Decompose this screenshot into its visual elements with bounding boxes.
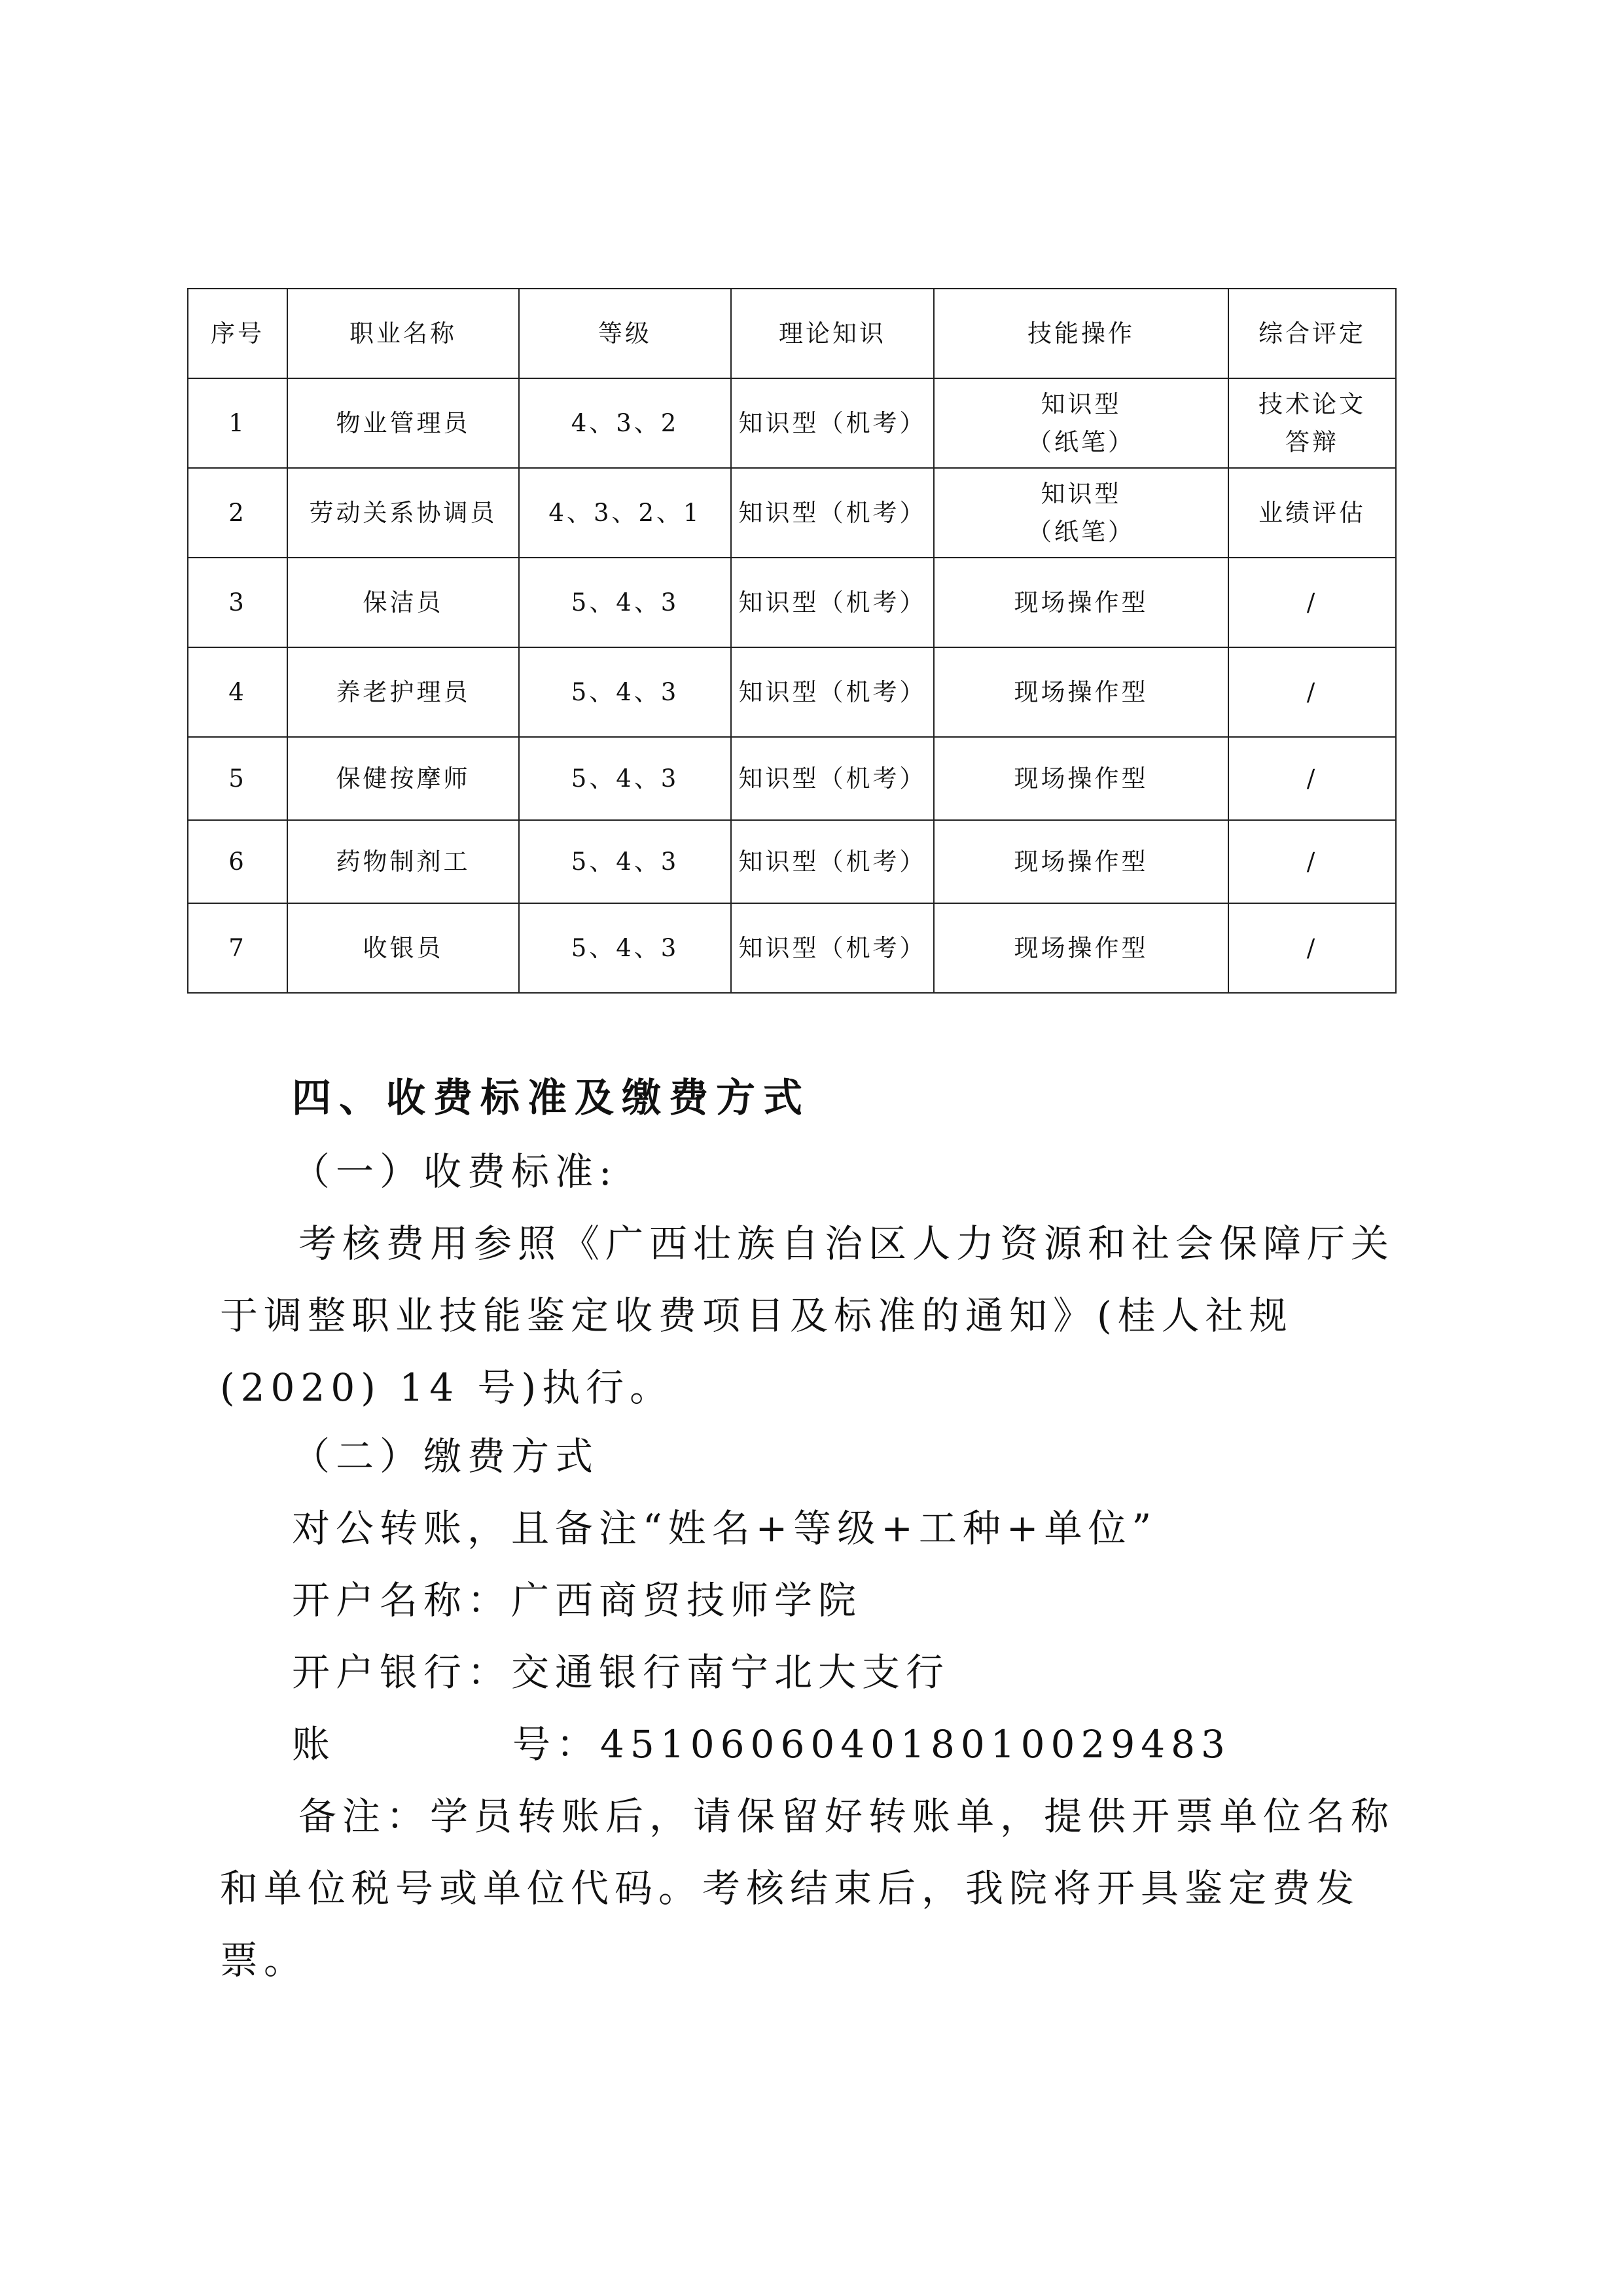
account-number: 451060604018010029483 [600,1722,1231,1767]
cell-theory: 知识型（机考） [731,820,934,903]
header-level: 等级 [519,289,731,378]
table-row [188,558,1396,647]
bank-name: 开户银行：交通银行南宁北大支行 [292,1650,950,1695]
cell-overall: / [1228,647,1396,737]
section-heading: 四、收费标准及缴费方式 [292,1075,810,1121]
header-overall: 综合评定 [1228,289,1396,378]
cell-overall: / [1228,903,1396,993]
cell-overall: / [1228,737,1396,820]
subheading-fee-standard: （一）收费标准: [292,1149,618,1194]
table-row [188,820,1396,903]
cell-name: 保洁员 [287,558,519,647]
cell-level: 5、4、3 [519,737,731,820]
cell-skill: 现场操作型 [934,558,1228,647]
cell-name: 物业管理员 [287,378,519,468]
account-label-a: 账 [292,1722,336,1767]
cell-no: 2 [188,468,287,558]
cell-skill: 现场操作型 [934,737,1228,820]
table-row [188,647,1396,737]
cell-skill-line: 知识型 [1041,389,1122,418]
header-theory: 理论知识 [731,289,934,378]
subheading-payment-method: （二）缴费方式 [292,1434,599,1479]
cell-overall: / [1228,558,1396,647]
cell-skill-line: （纸笔） [1027,427,1135,456]
table-row [188,737,1396,820]
header-name: 职业名称 [287,289,519,378]
cell-level: 5、4、3 [519,820,731,903]
cell-overall-line: 答辩 [1285,427,1339,456]
cell-skill [934,378,1228,468]
cell-theory: 知识型（机考） [731,558,934,647]
cell-no: 7 [188,903,287,993]
account-label-b: 号： [512,1722,601,1767]
table-row [188,378,1396,468]
account-name: 开户名称：广西商贸技师学院 [292,1578,863,1623]
cell-name: 养老护理员 [287,647,519,737]
cell-skill: 现场操作型 [934,647,1228,737]
cell-no: 5 [188,737,287,820]
cell-name: 药物制剂工 [287,820,519,903]
cell-theory: 知识型（机考） [731,737,934,820]
cell-name: 保健按摩师 [287,737,519,820]
cell-level: 4、3、2、1 [519,468,731,558]
cell-skill-line: 知识型 [1041,479,1122,508]
cell-no: 1 [188,378,287,468]
cell-skill-line: （纸笔） [1027,517,1135,546]
cell-overall: 业绩评估 [1228,468,1396,558]
cell-name: 收银员 [287,903,519,993]
cell-skill [934,468,1228,558]
cell-no: 6 [188,820,287,903]
cell-theory: 知识型（机考） [731,903,934,993]
table-row [188,468,1396,558]
cell-theory: 知识型（机考） [731,378,934,468]
cell-name: 劳动关系协调员 [287,468,519,558]
cell-level: 5、4、3 [519,558,731,647]
cell-overall-line: 技术论文 [1258,389,1366,418]
cell-skill: 现场操作型 [934,903,1228,993]
header-no: 序号 [188,289,287,378]
cell-level: 5、4、3 [519,647,731,737]
cell-level: 5、4、3 [519,903,731,993]
transfer-note: 对公转账，且备注“姓名+等级+工种+单位” [292,1506,1158,1551]
table-row [188,903,1396,993]
fee-standard-paragraph: 考核费用参照《广西壮族自治区人力资源和社会保障厅关于调整职业技能鉴定收费项目及标准的通知》(桂人社规(2020) 14 号)执行。 [220,1221,1395,1410]
exam-table [187,288,1397,994]
cell-theory: 知识型（机考） [731,468,934,558]
cell-overall [1228,378,1396,468]
cell-no: 3 [188,558,287,647]
cell-theory: 知识型（机考） [731,647,934,737]
account-number-line [292,1708,1431,1780]
cell-overall: / [1228,820,1396,903]
cell-no: 4 [188,647,287,737]
header-skill: 技能操作 [934,289,1228,378]
cell-level: 4、3、2 [519,378,731,468]
cell-skill: 现场操作型 [934,820,1228,903]
table-header-row [188,289,1396,378]
remark-paragraph: 备注：学员转账后，请保留好转账单，提供开票单位名称和单位税号或单位代码。考核结束后，我院将开具鉴定费发票。 [220,1794,1395,1982]
